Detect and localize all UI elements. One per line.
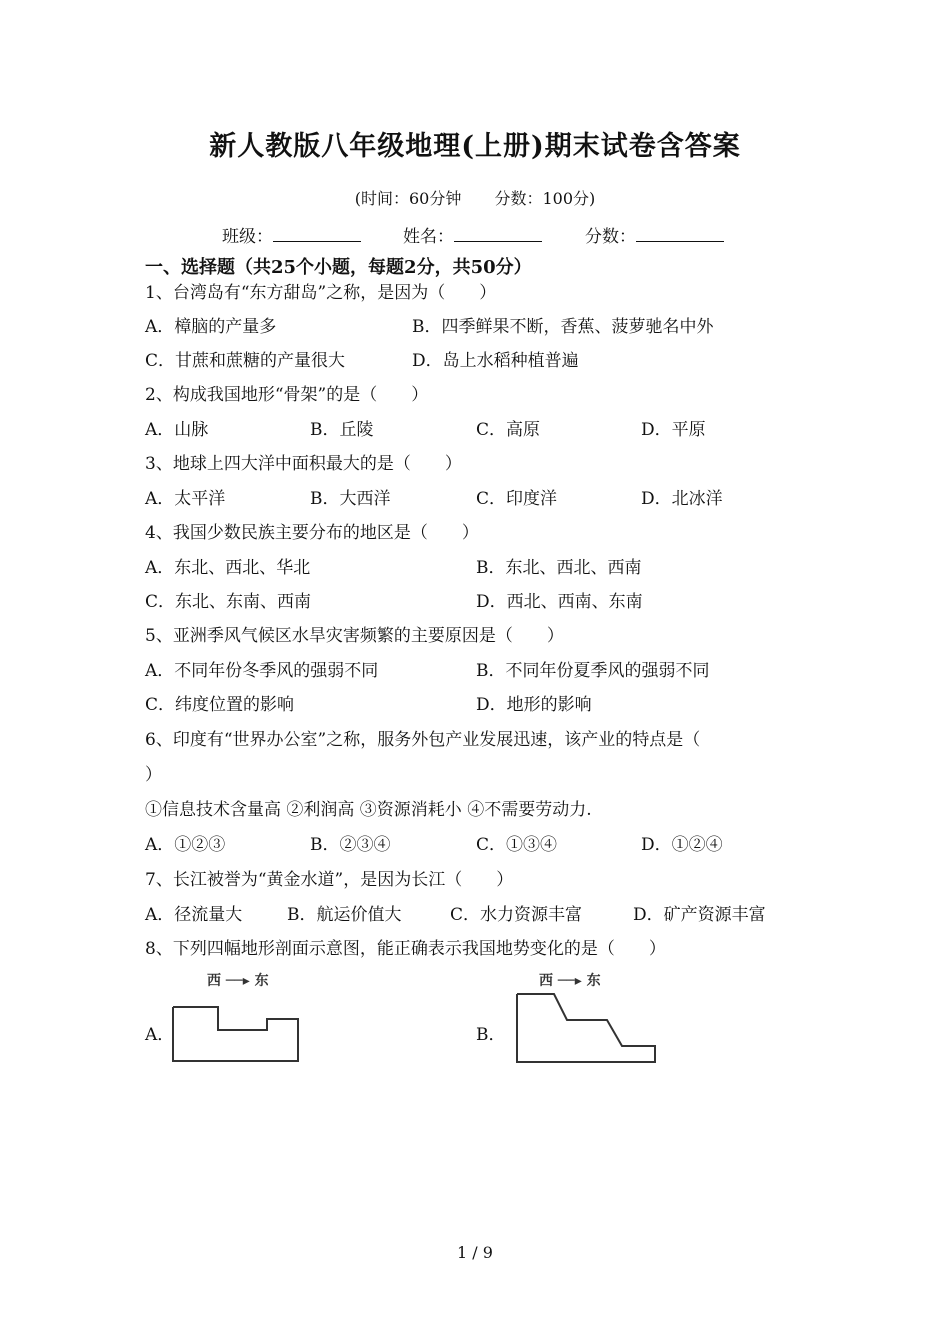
option: B．大西洋 <box>310 489 391 509</box>
question-stem: 7、长江被誉为“黄金水道”，是因为长江（ ） <box>145 870 514 890</box>
question-stem: 3、地球上四大洋中面积最大的是（ ） <box>145 454 462 474</box>
option: A．东北、西北、华北 <box>145 558 311 578</box>
option: D．西北、西南、东南 <box>476 592 643 612</box>
profile-diagram-a <box>170 995 305 1065</box>
east-label: 东 <box>586 973 601 989</box>
option: D．岛上水稻种植普遍 <box>412 351 579 371</box>
profile-outline-b <box>517 994 655 1062</box>
option: C．水力资源丰富 <box>450 905 583 925</box>
option: A．樟脑的产量多 <box>145 317 277 337</box>
option: A． <box>145 1025 175 1045</box>
option: C．纬度位置的影响 <box>145 695 295 715</box>
option: C．印度洋 <box>476 489 558 509</box>
question-stem: 8、下列四幅地形剖面示意图，能正确表示我国地势变化的是（ ） <box>145 939 666 959</box>
option: C．①③④ <box>476 835 558 855</box>
question-stem: 6、印度有“世界办公室”之称，服务外包产业发展迅速，该产业的特点是（ <box>145 730 701 750</box>
profile-diagram-b <box>512 990 662 1065</box>
option: D．地形的影响 <box>476 695 592 715</box>
option: B．不同年份夏季风的强弱不同 <box>476 661 710 681</box>
class-field <box>222 222 361 247</box>
arrow-right-icon: ──▸ <box>553 973 587 989</box>
option: C．甘蔗和蔗糖的产量很大 <box>145 351 346 371</box>
page-title: 新人教版八年级地理(上册)期末试卷含答案 <box>209 131 741 162</box>
score-info: 分数：100分) <box>494 189 596 208</box>
question-stem-end: ） <box>145 765 162 785</box>
option: A．①②③ <box>145 835 226 855</box>
arrow-right-icon: ──▸ <box>221 973 255 989</box>
class-label: 班级： <box>222 227 273 247</box>
diagram-direction-label <box>207 970 269 990</box>
page-number: 1 / 9 <box>457 1243 493 1262</box>
option: B．丘陵 <box>310 420 374 440</box>
option: A．不同年份冬季风的强弱不同 <box>145 661 379 681</box>
time-info: (时间：60分钟 <box>354 189 462 208</box>
option: D．①②④ <box>641 835 723 855</box>
question-stem: 5、亚洲季风气候区水旱灾害频繁的主要原因是（ ） <box>145 626 564 646</box>
option: C．东北、东南、西南 <box>145 592 312 612</box>
score-field <box>585 222 724 247</box>
diagram-direction-label <box>539 970 601 990</box>
option: B．东北、西北、西南 <box>476 558 642 578</box>
profile-outline-a <box>173 1007 298 1061</box>
option: A．径流量大 <box>145 905 243 925</box>
score-label: 分数： <box>585 227 636 247</box>
option: B．②③④ <box>310 835 391 855</box>
class-blank[interactable] <box>273 227 361 242</box>
exam-meta <box>0 186 950 209</box>
name-field <box>403 222 542 247</box>
option: B． <box>476 1025 506 1045</box>
question-stem: 2、构成我国地形“骨架”的是（ ） <box>145 385 429 405</box>
question-items: ①信息技术含量高 ②利润高 ③资源消耗小 ④不需要劳动力. <box>145 800 592 820</box>
section-heading: 一、选择题（共25个小题，每题2分，共50分） <box>145 257 532 278</box>
score-blank[interactable] <box>636 227 724 242</box>
option: D．北冰洋 <box>641 489 723 509</box>
option: B．四季鲜果不断，香蕉、菠萝驰名中外 <box>412 317 714 337</box>
option: D．平原 <box>641 420 706 440</box>
option: A．太平洋 <box>145 489 226 509</box>
option: D．矿产资源丰富 <box>633 905 766 925</box>
question-stem: 1、台湾岛有“东方甜岛”之称，是因为（ ） <box>145 283 497 303</box>
west-label: 西 <box>539 973 553 989</box>
east-label: 东 <box>254 973 269 989</box>
west-label: 西 <box>207 973 221 989</box>
name-blank[interactable] <box>454 227 542 242</box>
option: A．山脉 <box>145 420 209 440</box>
option: B．航运价值大 <box>287 905 402 925</box>
name-label: 姓名： <box>403 227 454 247</box>
option: C．高原 <box>476 420 541 440</box>
question-stem: 4、我国少数民族主要分布的地区是（ ） <box>145 523 479 543</box>
